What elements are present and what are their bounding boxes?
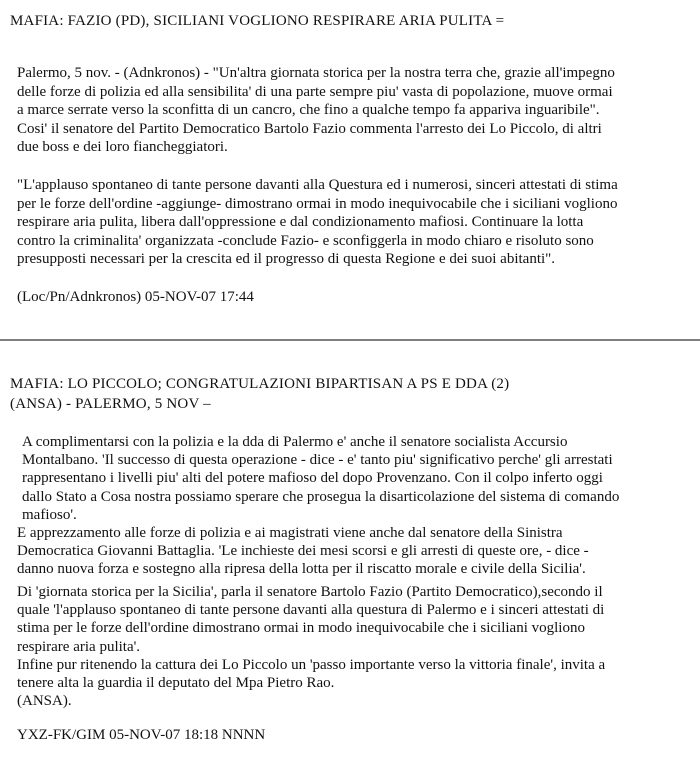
text-line: Infine pur ritenendo la cattura dei Lo Piccolo un 'passo importante verso la vittoria finale', invita a: [17, 657, 606, 673]
article-paragraph: [22, 433, 690, 524]
article-signature: YXZ-FK/GIM 05-NOV-07 18:18 NNNN: [17, 727, 266, 743]
text-line: E apprezzamento alle forze di polizia e ai magistrati viene anche dal senatore della Sinistra: [17, 525, 563, 541]
text-line: Democratica Giovanni Battaglia. 'Le inchieste dei mesi scorsi e gli arresti di queste ore, - dice -: [17, 543, 589, 560]
text-line: Cosi' il senatore del Partito Democratico Bartolo Fazio commenta l'arresto dei Lo Piccolo, di altri: [17, 120, 602, 137]
article-paragraph: [17, 176, 685, 269]
article-paragraph: [17, 656, 685, 692]
text-line: tenere alta la guardia il deputato del Mpa Pietro Rao.: [17, 675, 335, 692]
text-line: respirare aria pulita'.: [17, 638, 141, 655]
article-signature: (Loc/Pn/Adnkronos) 05-NOV-07 17:44: [17, 289, 254, 305]
text-line: Di 'giornata storica per la Sicilia', parla il senatore Bartolo Fazio (Partito Democratico),secondo il: [17, 584, 603, 600]
article-headline: MAFIA: LO PICCOLO; CONGRATULAZIONI BIPARTISAN A PS E DDA (2): [10, 376, 510, 392]
article-paragraph: [17, 64, 685, 157]
text-line: rappresentano i livelli piu' alti del potere mafioso del dopo Provenzano. Con il colpo inferto oggi: [22, 470, 603, 487]
text-line: delle forze di polizia ed alla sensibilita' di una parte sempre piu' vasta di popolazione, muove ormai: [17, 83, 613, 100]
text-line: dallo Stato a Cosa nostra possiamo sperare che prosegua la disarticolazione del sistema di comando: [22, 488, 620, 505]
text-line: per le forze dell'ordine -aggiunge- dimostrano ormai in modo inequivocabile che i siciliani vogliono: [17, 195, 618, 212]
article-source: (ANSA).: [17, 693, 72, 709]
text-line: stima per le forze dell'ordine dimostrano ormai in modo inequivocabile che i siciliani vogliono: [17, 620, 585, 637]
article-divider: [0, 339, 700, 341]
article-dateline: (ANSA) - PALERMO, 5 NOV –: [10, 396, 211, 412]
text-line: due boss e dei loro fiancheggiatori.: [17, 139, 228, 156]
text-line: "L'applauso spontaneo di tante persone davanti alla Questura ed i numerosi, sinceri attestati di stima: [17, 177, 618, 193]
text-line: danno nuova forza e sostegno alla ripresa della lotta per il riscatto morale e civile della Sicilia'.: [17, 561, 586, 578]
article-paragraph: [17, 583, 685, 656]
text-line: contro la criminalita' organizzata -conclude Fazio- e sconfiggerla in modo chiaro e risoluto sono: [17, 232, 594, 249]
article-headline: MAFIA: FAZIO (PD), SICILIANI VOGLIONO RESPIRARE ARIA PULITA =: [10, 13, 505, 29]
text-line: Montalbano. 'Il successo di questa operazione - dice - e' tanto piu' significativo perche' gli arrestati: [22, 452, 613, 469]
text-line: respirare aria pulita, libera dall'oppressione e dal condizionamento mafiosi. Continuare la lotta: [17, 214, 584, 231]
text-line: quale 'l'applauso spontaneo di tante persone davanti alla questura di Palermo e i sinceri attestati di: [17, 602, 605, 619]
text-line: a marce serrate verso la sconfitta di un cancro, che fino a qualche tempo fa appariva inguaribile".: [17, 102, 600, 119]
text-line: mafioso'.: [22, 506, 77, 523]
text-line: A complimentarsi con la polizia e la dda di Palermo e' anche il senatore socialista Accursio: [22, 434, 568, 450]
article-adnkronos: [0, 0, 700, 340]
text-line: presupposti necessari per la crescita ed il progresso di questa Regione e dei suoi abitanti".: [17, 251, 556, 268]
article-ansa: [0, 342, 700, 760]
article-paragraph: [17, 524, 685, 579]
text-line: Palermo, 5 nov. - (Adnkronos) - "Un'altra giornata storica per la nostra terra che, grazie all'impegno: [17, 65, 615, 81]
